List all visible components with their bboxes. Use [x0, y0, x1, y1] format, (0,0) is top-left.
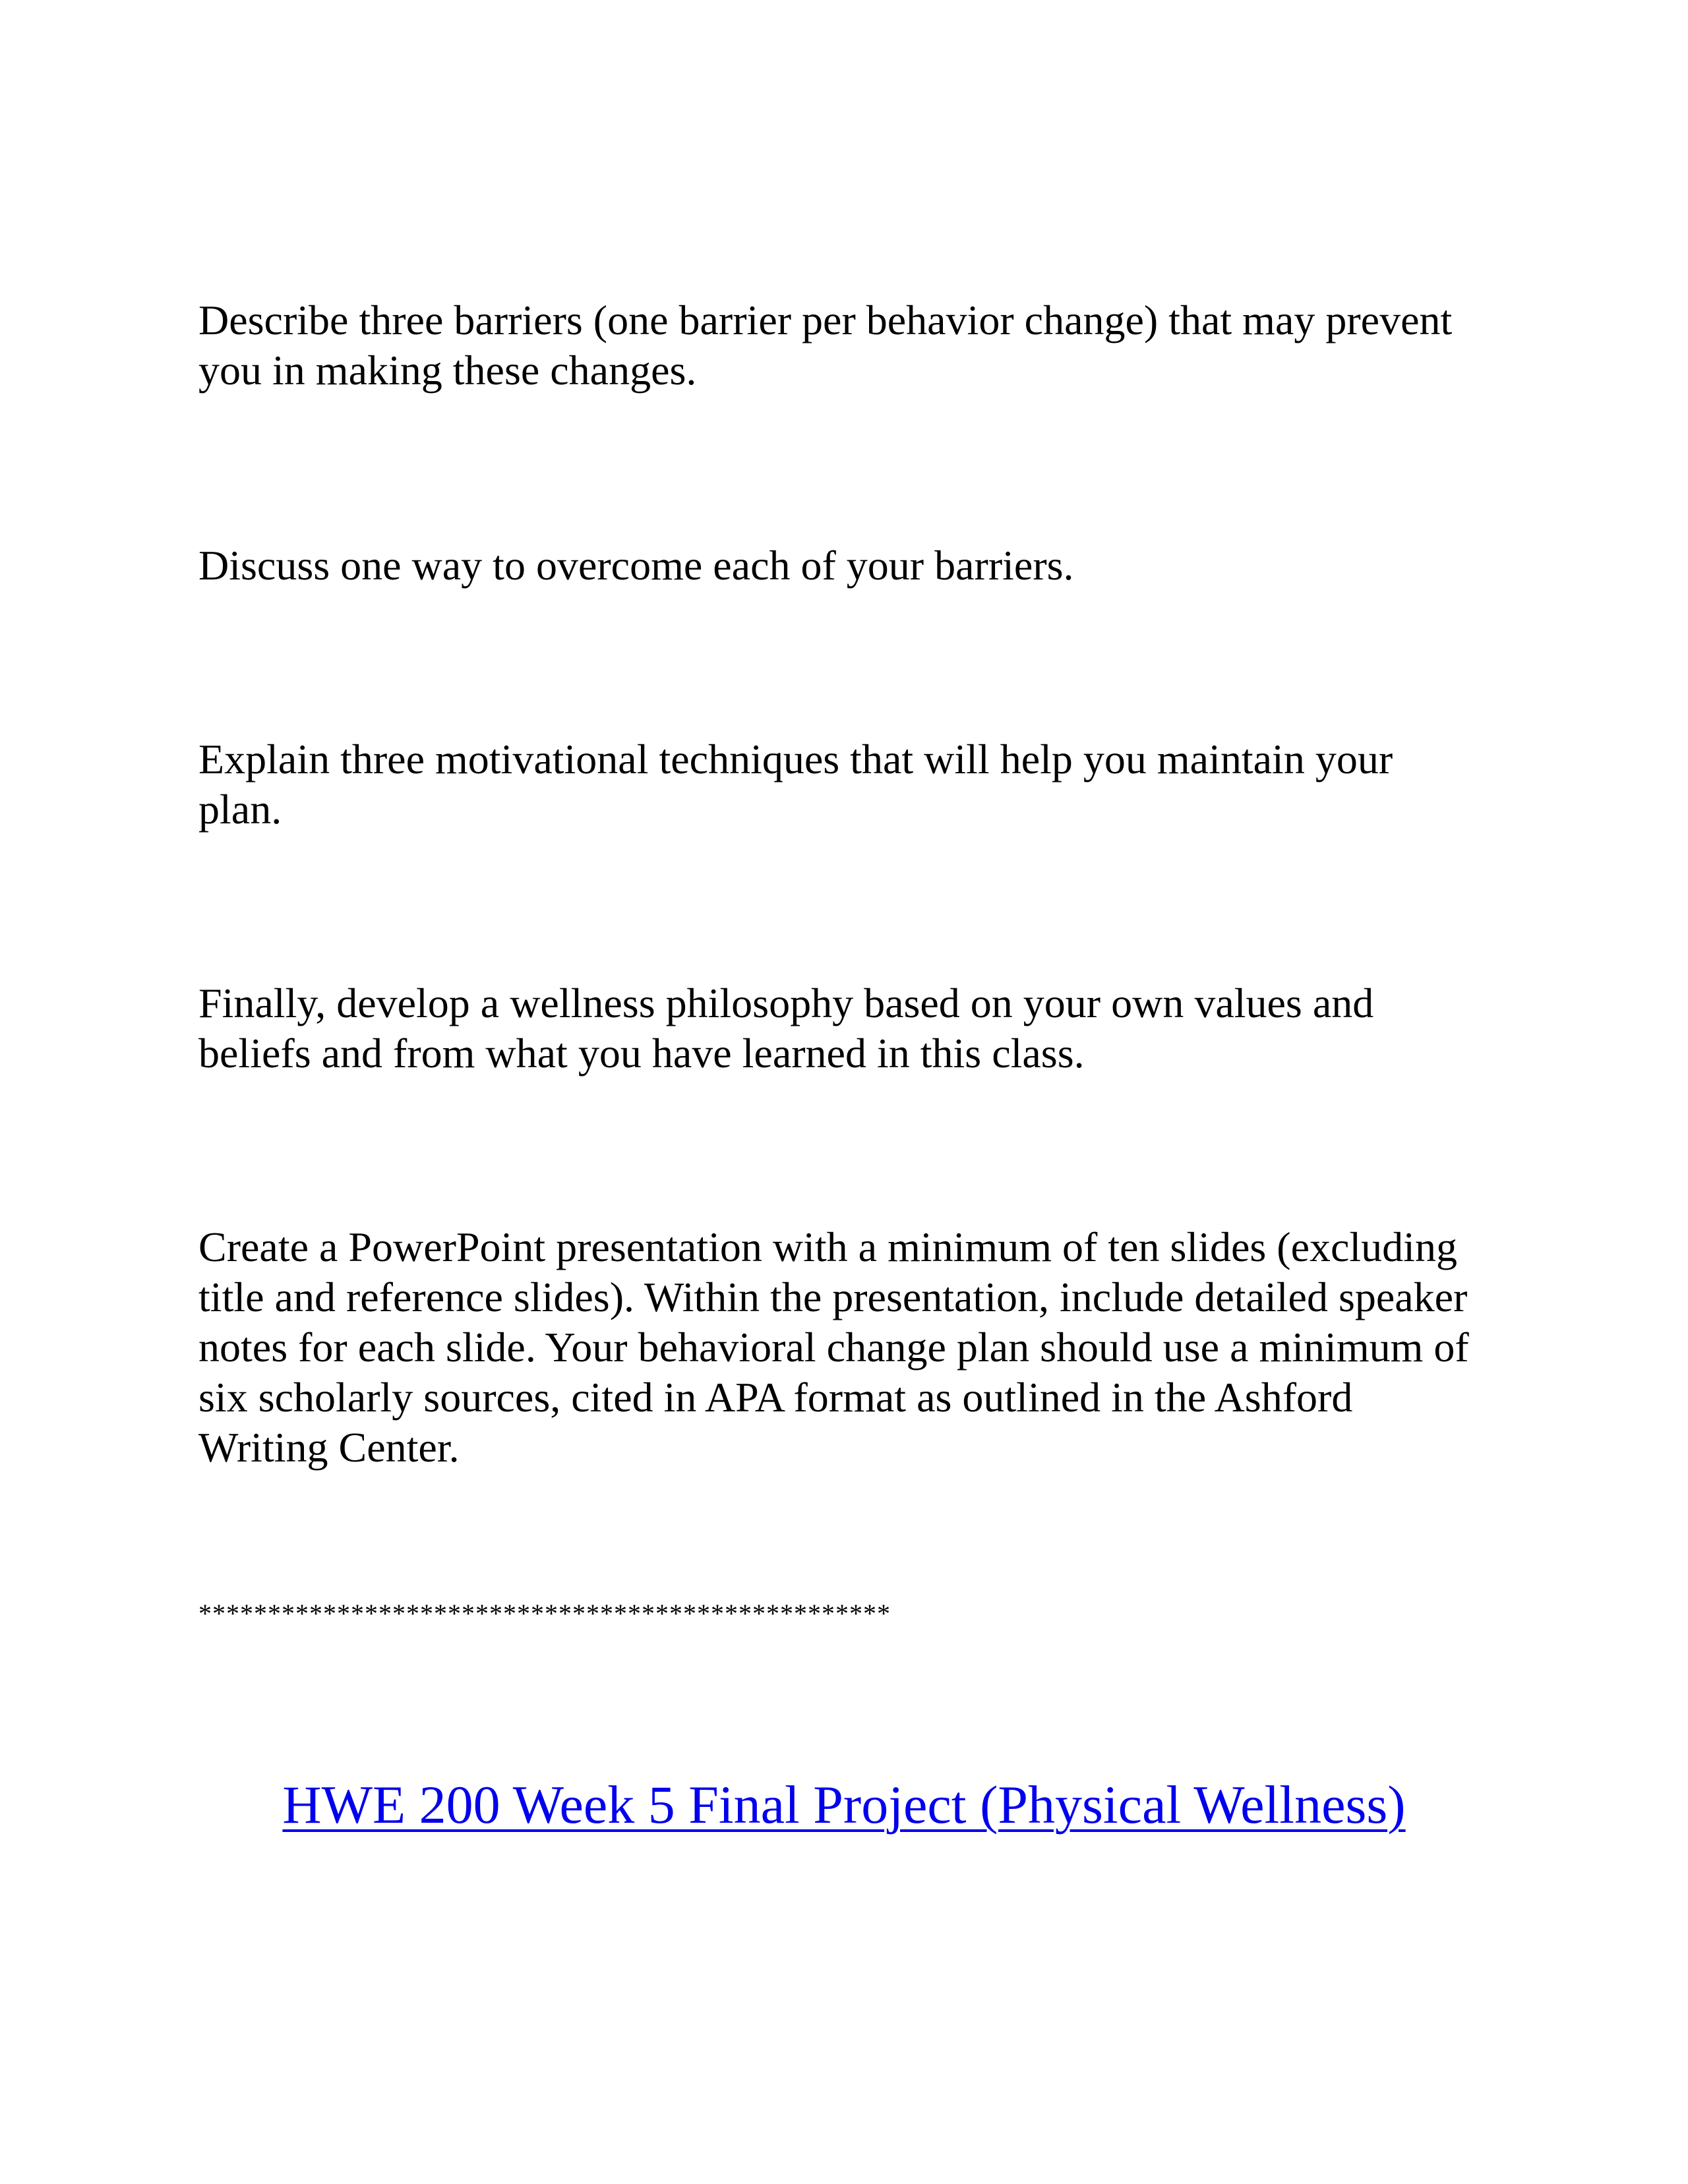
paragraph-powerpoint: Create a PowerPoint presentation with a minimum of ten slides (excluding title and reference slides). Within the presentation, include detailed speaker notes for each slide. Your behavioral change plan should use a minimum of six scholarly sources, cited in APA format as outlined in the Ashford Writing Center.	[198, 1224, 1469, 1471]
paragraph-barriers: Describe three barriers (one barrier per behavior change) that may prevent you in making these changes.	[198, 297, 1453, 394]
paragraph-overcome: Discuss one way to overcome each of your barriers.	[198, 542, 1074, 589]
final-project-link[interactable]: HWE 200 Week 5 Final Project (Physical Wellness)	[282, 1775, 1406, 1835]
paragraph-philosophy: Finally, develop a wellness philosophy based on your own values and beliefs and from what you have learned in this class.	[198, 980, 1374, 1077]
paragraph-motivational: Explain three motivational techniques that will help you maintain your plan.	[198, 736, 1393, 833]
separator-stars: **************************************************	[198, 1599, 891, 1628]
